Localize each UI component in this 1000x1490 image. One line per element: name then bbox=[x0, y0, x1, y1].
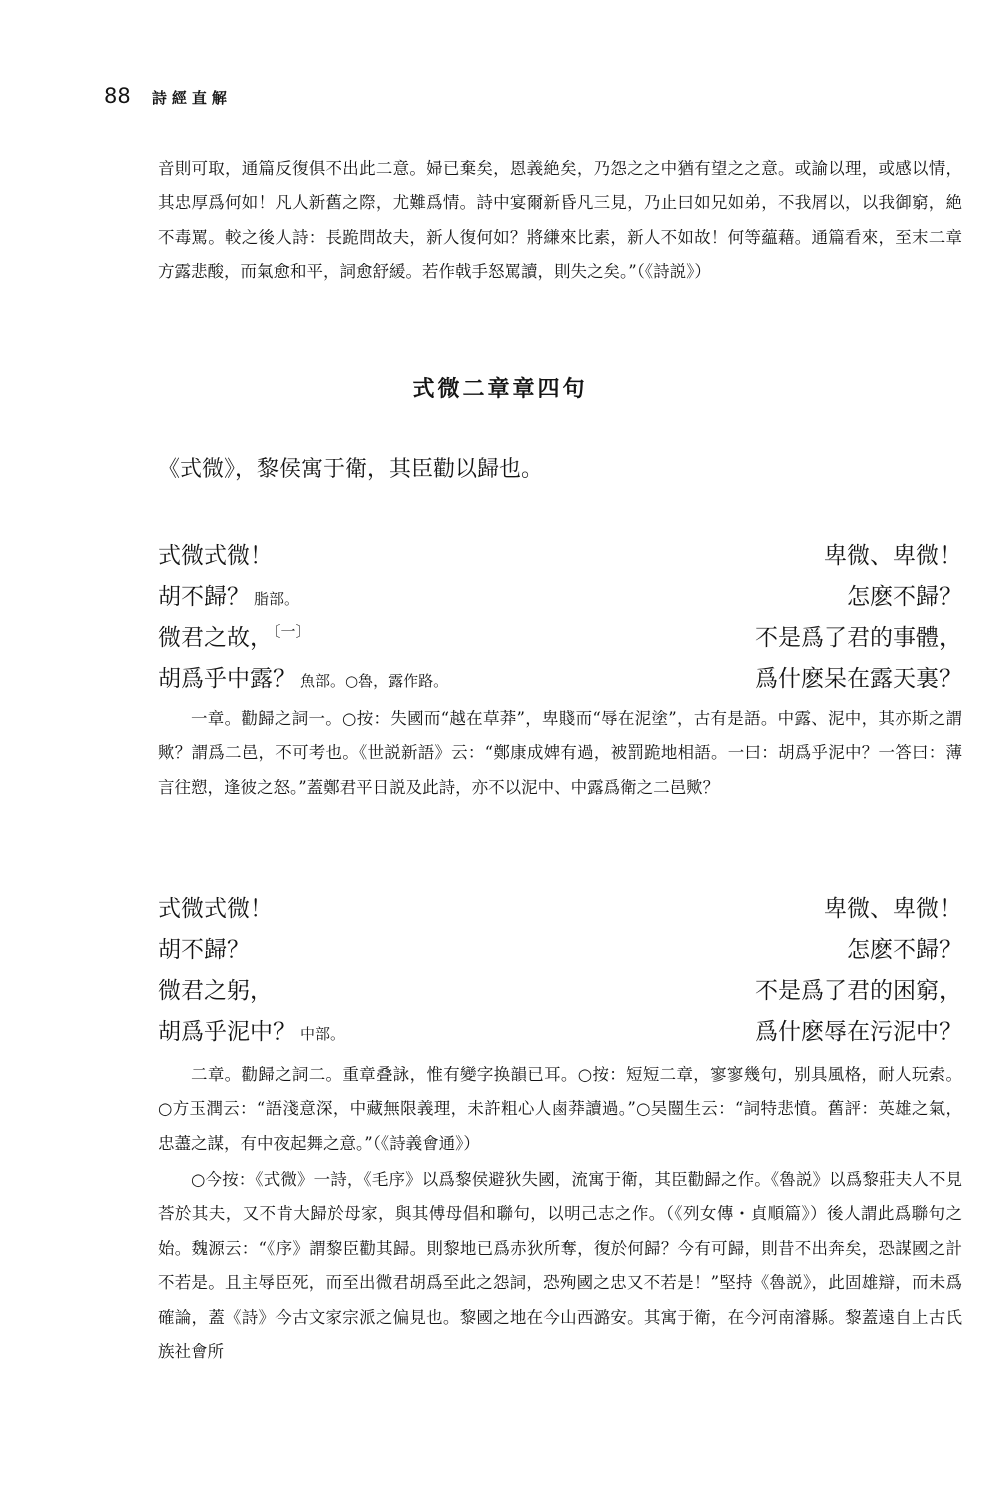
verse-original bbox=[158, 660, 448, 693]
verse-text: 胡爲乎泥中？ bbox=[158, 1019, 296, 1045]
verse-line bbox=[158, 972, 962, 1013]
verse-text: 胡爲乎中露？ bbox=[158, 666, 296, 692]
stanza-1-commentary: 一章。勸歸之詞一。○按：失國而“越在草莽”，卑賤而“辱在泥塗”，古有是語。中露、泥中，其亦斯之謂歟？謂爲二邑，不可考也。《世説新語》云：“鄭康成婢有過，被罰跪地相語。一曰：胡爲乎泥中？一答曰：薄言往愬，逢彼之怒。”蓋鄭君平日説及此詩，亦不以泥中、中露爲衛之二邑歟？ bbox=[158, 709, 962, 797]
verse-translation: 卑微、卑微！ bbox=[824, 896, 962, 922]
verse-original bbox=[158, 1013, 345, 1046]
verse-text: 式微式微！ bbox=[158, 543, 273, 569]
verse-translation: 爲什麽辱在污泥中？ bbox=[755, 1019, 962, 1045]
verse-line bbox=[158, 537, 962, 578]
verse-text: 微君之躬， bbox=[158, 978, 273, 1004]
verse-original bbox=[158, 578, 299, 611]
verse-line bbox=[158, 660, 962, 701]
verse-line bbox=[158, 931, 962, 972]
rhyme-note: 魚部。○魯，露作路。 bbox=[300, 672, 449, 690]
verse-text: 胡不歸？ bbox=[158, 584, 250, 610]
section-title: 式微二章章四句 bbox=[412, 377, 588, 402]
verse-original bbox=[158, 619, 311, 652]
final-commentary: ○今按：《式微》一詩，《毛序》以爲黎侯避狄失國，流寓于衛，其臣勸歸之作。《魯説》以爲黎莊夫人不見荅於其夫，又不肯大歸於母家，與其傅母倡和聯句，以明己志之作。（《列女傳・貞順篇》）後人謂此爲聯句之始。魏源云：“《序》謂黎臣勸其歸。則黎地已爲赤狄所奪，復於何歸？今有可歸，則昔不出奔矣，恐謀國之計不若是。且主辱臣死，而至出微君胡爲至此之怨詞，恐殉國之忠又不若是！”堅持《魯説》，此固雄辯，而未爲確論，蓋《詩》今古文家宗派之偏見也。黎國之地在今山西潞安。其寓于衛，在今河南濬縣。黎蓋遠自上古氏族社會所 bbox=[158, 1170, 962, 1362]
rhyme-note: 脂部。 bbox=[254, 590, 300, 608]
stanza-2 bbox=[158, 890, 962, 1054]
stanza-1 bbox=[158, 537, 962, 701]
verse-line bbox=[158, 1013, 962, 1054]
verse-translation: 爲什麽呆在露天裏？ bbox=[755, 666, 962, 692]
book-title: 詩經直解 bbox=[151, 89, 232, 107]
verse-translation: 怎麽不歸？ bbox=[847, 937, 962, 963]
page-number: 88 bbox=[104, 84, 131, 108]
footnote-marker: 〔一〕 bbox=[273, 622, 311, 641]
verse-text: 式微式微！ bbox=[158, 896, 273, 922]
verse-line bbox=[158, 890, 962, 931]
verse-translation: 怎麽不歸？ bbox=[847, 584, 962, 610]
intro-paragraph: 音則可取，通篇反復俱不出此二意。婦已棄矣，恩義絶矣，乃怨之之中猶有望之之意。或諭以理，或感以情，其忠厚爲何如！凡人新舊之際，尤難爲情。詩中宴爾新昏凡三見，乃止曰如兄如弟，不我屑以，以我御窮，絶不毒罵。較之後人詩：長跪問故夫，新人復何如？將縑來比素，新人不如故！何等藴藉。通篇看來，至末二章方露悲酸，而氣愈和平，詞愈舒緩。若作戟手怒罵讀，則失之矣。”（《詩説》） bbox=[158, 159, 962, 282]
verse-original bbox=[158, 890, 273, 923]
poem-preface: 《式微》，黎侯寓于衛，其臣勸以歸也。 bbox=[158, 457, 544, 482]
verse-translation: 不是爲了君的事體， bbox=[755, 625, 962, 651]
verse-original bbox=[158, 537, 273, 570]
verse-translation: 不是爲了君的困窮， bbox=[755, 978, 962, 1004]
verse-text: 胡不歸？ bbox=[158, 937, 250, 963]
rhyme-note: 中部。 bbox=[300, 1025, 346, 1043]
verse-original bbox=[158, 972, 273, 1005]
verse-original bbox=[158, 931, 250, 964]
stanza-2-commentary: 二章。勸歸之詞二。重章叠詠，惟有變字换韻已耳。○按：短短二章，寥寥幾句，别具風格，耐人玩索。○方玉潤云：“語淺意深，中藏無限義理，未許粗心人鹵莽讀過。”○吴闓生云：“詞特悲憤。舊評：英雄之氣，忠藎之謀，有中夜起舞之意。”（《詩義會通》） bbox=[158, 1065, 962, 1153]
verse-text: 微君之故， bbox=[158, 625, 273, 651]
page-header bbox=[104, 84, 232, 114]
verse-line bbox=[158, 578, 962, 619]
verse-line bbox=[158, 619, 962, 660]
verse-translation: 卑微、卑微！ bbox=[824, 543, 962, 569]
